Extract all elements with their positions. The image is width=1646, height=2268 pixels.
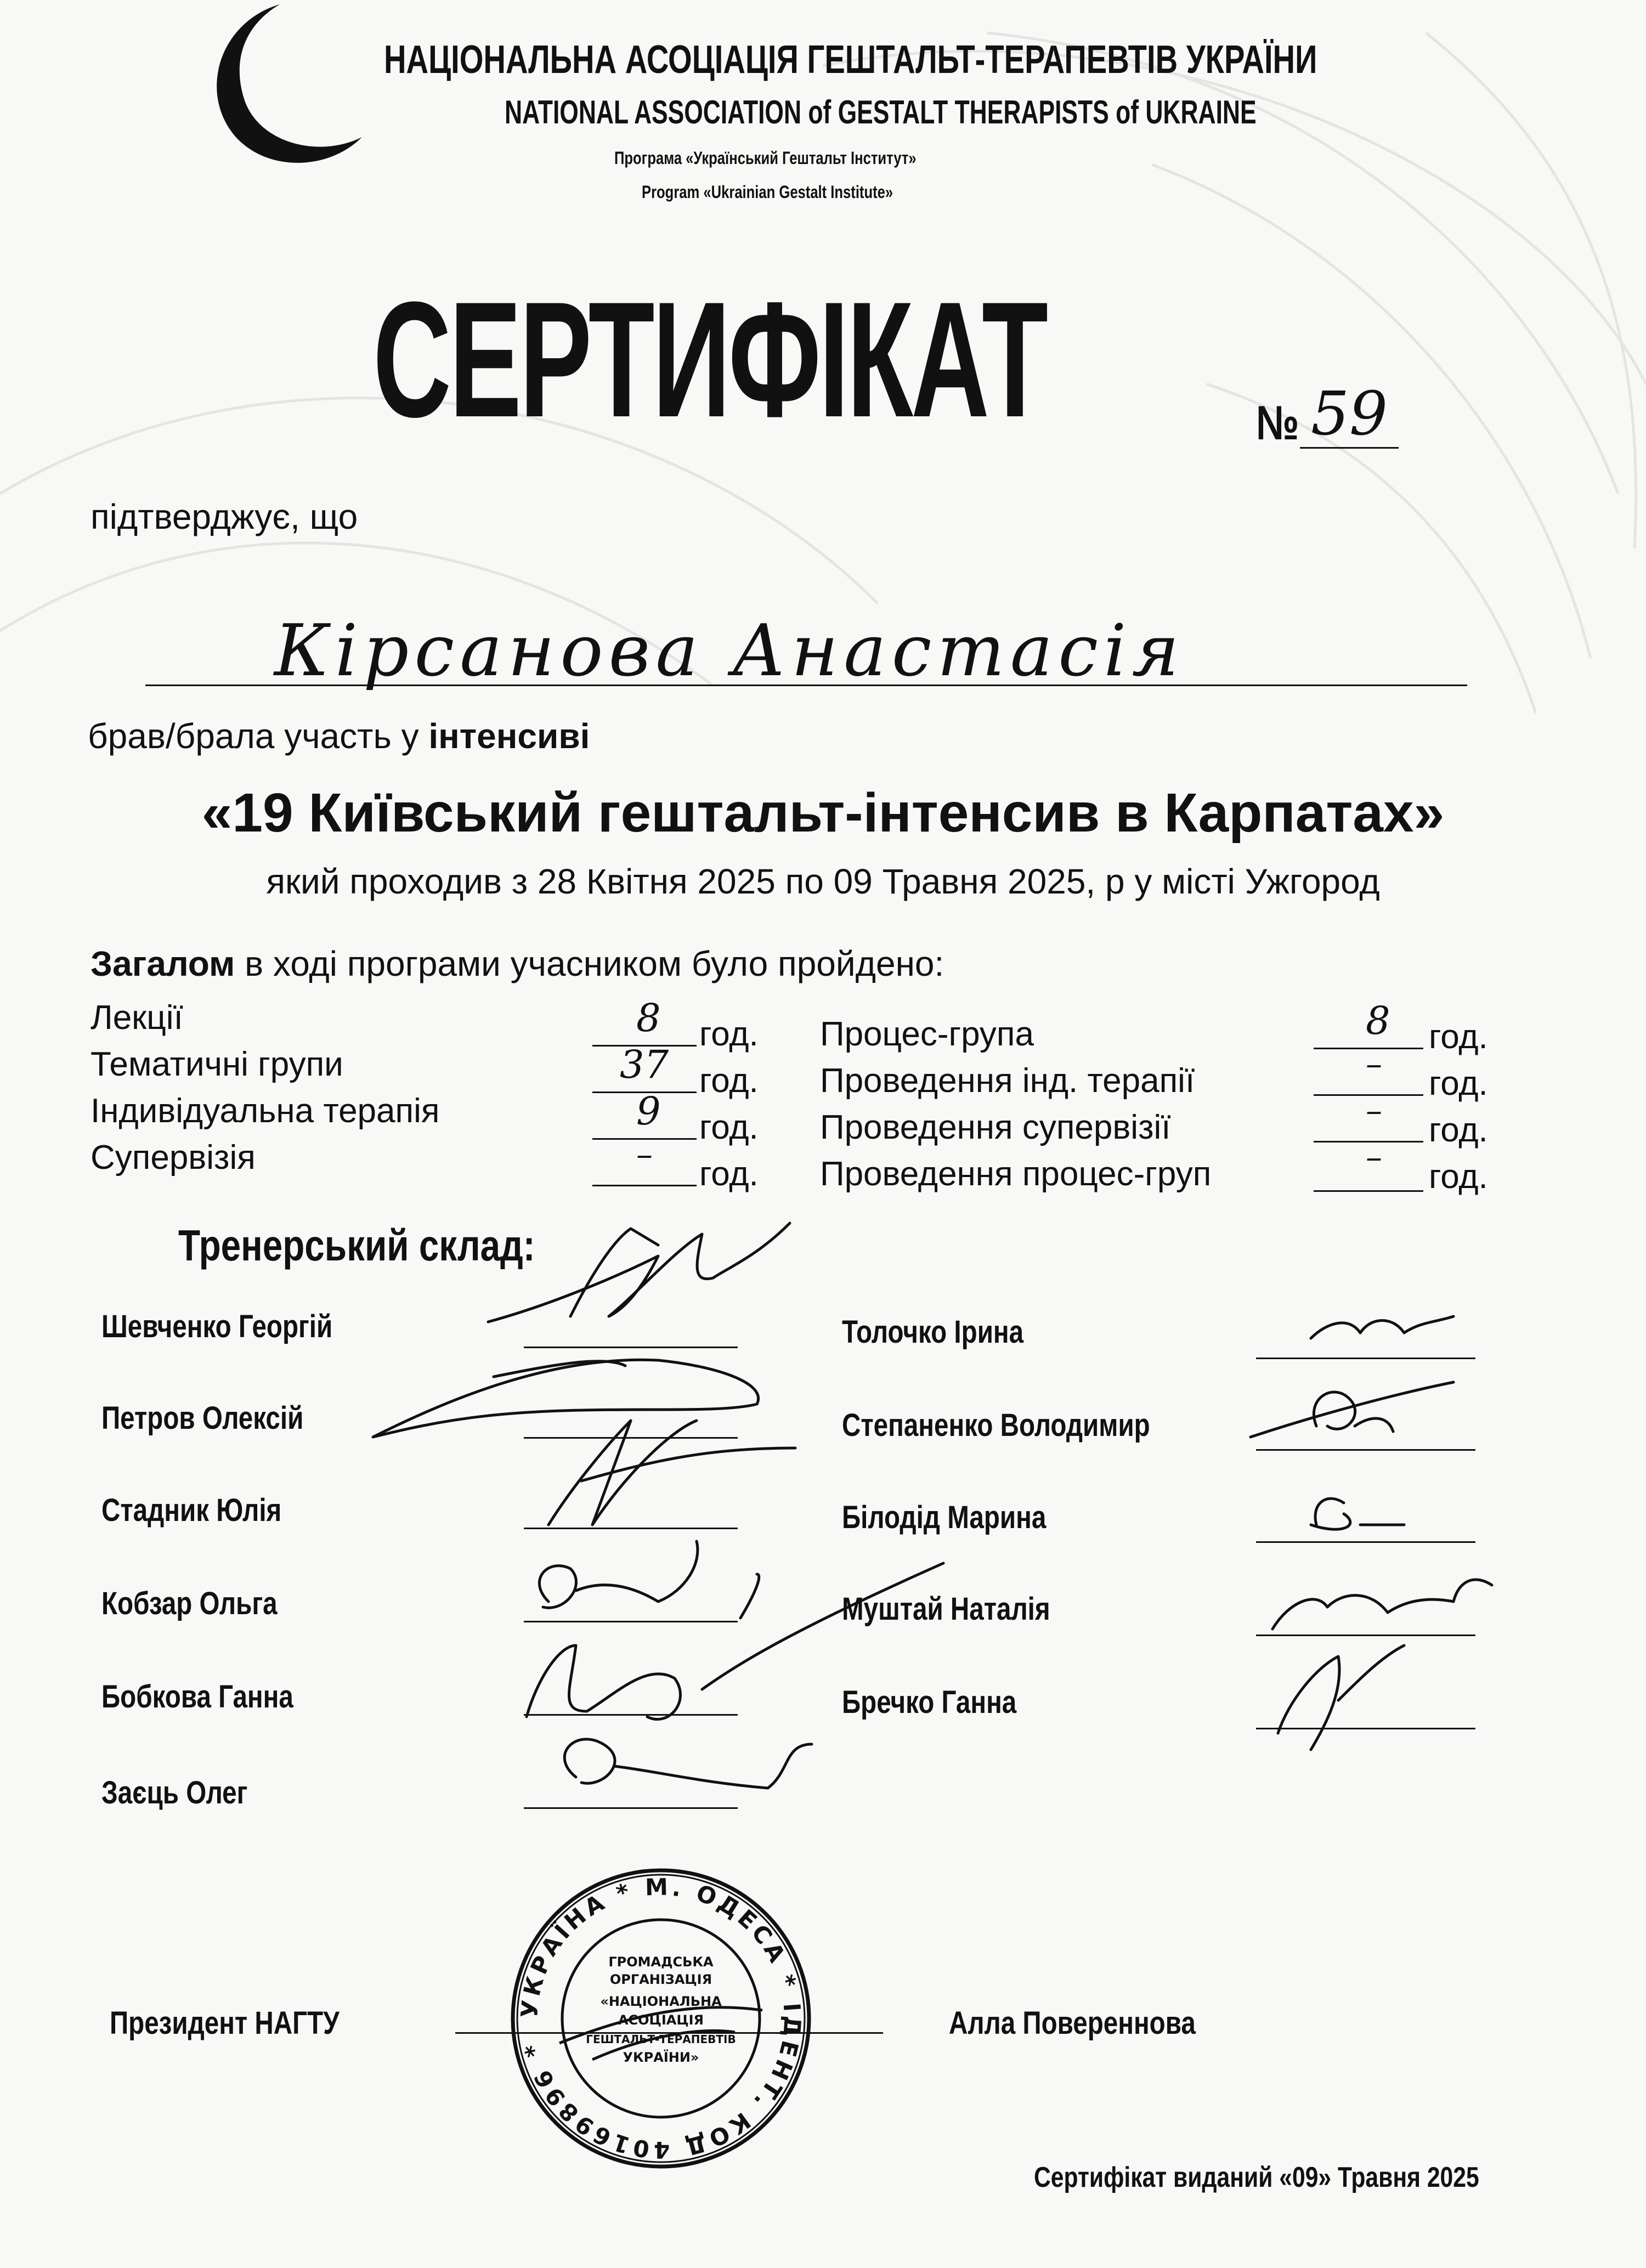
trainer-name: Стадник Юлія [101,1492,282,1528]
trainer-name: Білодід Марина [842,1500,1047,1535]
summary-label: Процес-група [820,1015,1034,1053]
confirms-text: підтверджує, що [90,497,358,536]
summary-label: Проведення процес-груп [820,1155,1212,1193]
summary-unit: год. [699,1015,759,1053]
stamp-outer-text: УКРАЇНА * М. ОДЕСА * ІДЕНТ. КОД 40169896 * [516,1873,806,2164]
summary-value: – [1366,1091,1382,1130]
signature-mushtay [1272,1580,1492,1629]
trainer-signature-line [1256,1541,1475,1543]
summary-label: Індивідуальна терапія [90,1092,440,1130]
trainer-name: Заєць Олег [101,1775,248,1811]
issued-date: Сертифікат виданий «09» Травня 2025 [1034,2162,1479,2193]
participation-prefix: брав/брала участь у [88,716,429,756]
trainer-signature-line [524,1437,738,1439]
recipient-name: Кірсанова Анастасія [274,609,1185,692]
trainer-signature-line [524,1714,738,1716]
trainer-name: Бобкова Ганна [101,1679,293,1715]
stamp-inner-line: «НАЦІОНАЛЬНА [600,1994,722,2009]
trainer-signature-line [524,1807,738,1809]
participation-text [88,716,590,756]
signature-zayets [564,1739,812,1788]
stamp-inner-line: ОРГАНІЗАЦІЯ [609,1972,712,1987]
org-name-en: NATIONAL ASSOCIATION of GESTALT THERAPISTS of UKRAINE [505,94,1257,131]
trainer-name: Шевченко Георгій [101,1309,333,1344]
trainer-name: Толочко Ірина [842,1314,1024,1350]
summary-unit: год. [1429,1158,1488,1196]
event-details: який проходив з 28 Квітня 2025 по 09 Травня 2025, р у місті Ужгород [266,862,1380,901]
trainer-name: Степаненко Володимир [842,1407,1150,1443]
event-name: «19 Київський гештальт-інтенсив в Карпатах» [201,782,1445,844]
signature-bilodid [1311,1498,1404,1529]
trainer-name: Кобзар Ольга [101,1586,278,1621]
summary-unit: год. [1429,1111,1488,1149]
summary-unit: год. [699,1062,759,1100]
trainer-signature-line [524,1528,738,1529]
signature-stepanenko [1251,1382,1453,1437]
stamp-inner-line: АСОЦІАЦІЯ [618,2012,704,2028]
summary-label: Супервізія [90,1139,256,1177]
certificate-number-label: № [1256,395,1299,450]
program-name-ua: Програма «Український Гештальт Інститут» [614,148,917,168]
summary-intro-bold: Загалом [90,944,235,983]
signature-brechko [1278,1645,1404,1750]
org-name-ua: НАЦІОНАЛЬНА АСОЦІАЦІЯ ГЕШТАЛЬТ-ТЕРАПЕВТІВ УКРАЇНИ [384,38,1317,82]
summary-label: Проведення супервізії [820,1108,1171,1146]
stamp-inner-line: ГРОМАДСЬКА [608,1954,714,1970]
trainer-name: Бречко Ганна [842,1684,1017,1720]
summary-label: Проведення інд. терапії [820,1062,1195,1100]
summary-intro-rest: в ході програми учасником було пройдено: [235,944,944,983]
association-logo [197,0,378,176]
summary-value: 37 [620,1042,669,1087]
summary-intro [90,943,944,984]
recipient-name-underline [145,685,1467,686]
certificate-number-underline [1300,447,1399,449]
summary-value: 9 [636,1089,661,1134]
summary-value: – [1366,1045,1382,1083]
trainer-name: Муштай Наталія [842,1591,1050,1627]
trainer-signature-line [524,1347,738,1348]
signature-tolochko [1311,1316,1453,1338]
president-name: Алла Повереннова [949,2005,1196,2041]
trainer-signature-line [1256,1449,1475,1451]
trainer-signature-line [1256,1728,1475,1729]
trainer-signature-line [1256,1358,1475,1359]
program-name-en: Program «Ukrainian Gestalt Institute» [642,182,893,202]
organization-stamp [505,1862,817,2175]
certificate-title: СЕРТИФІКАТ [373,267,1047,451]
trainers-heading: Тренерський склад: [178,1221,535,1270]
trainer-name: Петров Олексій [101,1400,304,1436]
certificate-number: 59 [1311,378,1388,449]
signature-stadnik [548,1421,795,1525]
summary-value: – [1366,1138,1382,1177]
signature-petrov [373,1360,759,1437]
summary-value: – [636,1135,653,1174]
summary-label: Лекції [90,999,183,1037]
trainer-signature-line [524,1621,738,1622]
signature-kobzar [539,1541,759,1618]
president-label: Президент НАГТУ [110,2005,340,2041]
summary-unit: год. [1429,1018,1488,1056]
summary-unit: год. [699,1155,759,1193]
summary-unit: год. [699,1108,759,1146]
summary-value: 8 [1366,998,1390,1043]
summary-value: 8 [636,996,661,1040]
stamp-inner-line: ГЕШТАЛЬТ-ТЕРАПЕВТІВ [586,2033,736,2046]
stamp-inner-line: УКРАЇНИ» [623,2050,699,2065]
summary-value-underline [1314,1190,1423,1192]
participation-type: інтенсиві [428,716,590,756]
summary-value-underline [592,1185,697,1186]
summary-unit: год. [1429,1065,1488,1102]
trainer-signature-line [1256,1634,1475,1636]
summary-label: Тематичні групи [90,1045,343,1083]
